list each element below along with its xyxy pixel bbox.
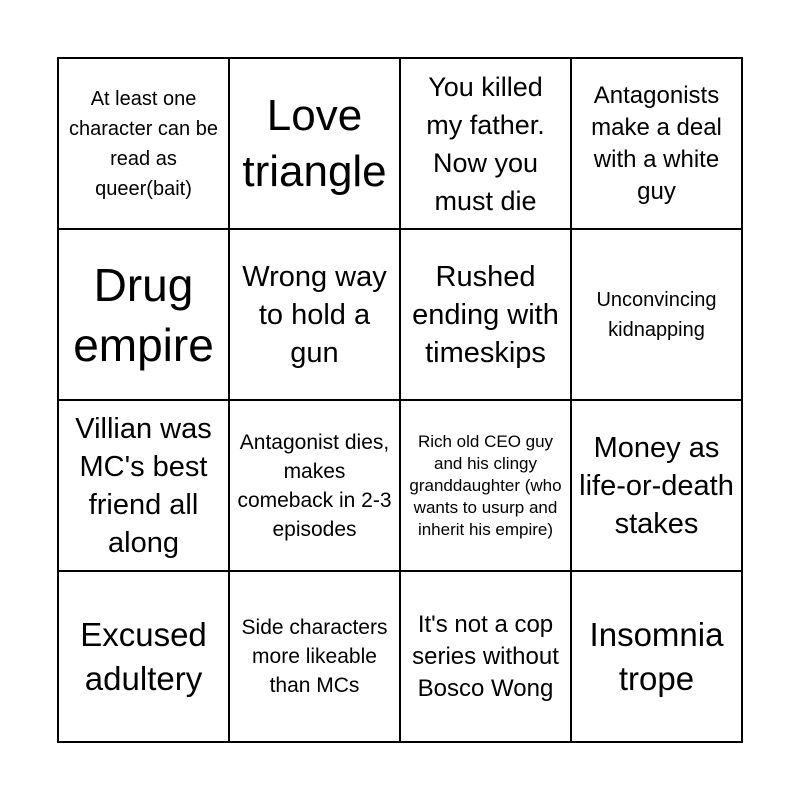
bingo-cell[interactable] [59, 230, 230, 401]
cell-text: It's not a cop series without Bosco Wong [412, 610, 559, 702]
bingo-board [57, 57, 743, 743]
cell-text: Antagonist dies, makes comeback in 2-3 episodes [237, 430, 392, 541]
bingo-cell[interactable] [572, 230, 743, 401]
cell-text: Excused adultery [80, 615, 207, 697]
bingo-cell[interactable] [230, 572, 401, 743]
bingo-cell[interactable] [572, 572, 743, 743]
cell-text: You killed my father. Now you must die [426, 71, 545, 216]
cell-text: Antagonists make a deal with a white guy [591, 81, 722, 205]
bingo-cell[interactable] [401, 59, 572, 230]
bingo-cell[interactable] [401, 572, 572, 743]
bingo-cell[interactable] [572, 401, 743, 572]
bingo-cell[interactable] [572, 59, 743, 230]
bingo-cell[interactable] [401, 230, 572, 401]
bingo-cell[interactable] [230, 59, 401, 230]
cell-text: Side characters more likeable than MCs [241, 616, 388, 697]
bingo-cell[interactable] [230, 401, 401, 572]
bingo-cell[interactable] [59, 572, 230, 743]
cell-text: Love triangle [242, 90, 387, 196]
cell-text: Money as life-or-death stakes [579, 431, 734, 540]
bingo-cell[interactable] [230, 230, 401, 401]
bingo-cell[interactable] [401, 401, 572, 572]
cell-text: Insomnia trope [589, 615, 724, 697]
cell-text: Rich old CEO guy and his clingy granddaughter (who wants to usurp and inherit his empire) [409, 431, 562, 539]
cell-text: Drug empire [73, 258, 214, 371]
bingo-cell[interactable] [59, 59, 230, 230]
cell-text: Unconvincing kidnapping [596, 288, 717, 341]
cell-text: At least one character can be read as queer(bait) [69, 87, 218, 200]
cell-text: Wrong way to hold a gun [242, 260, 387, 369]
cell-text: Villian was MC's best friend all along [75, 412, 212, 559]
bingo-cell[interactable] [59, 401, 230, 572]
cell-text: Rushed ending with timeskips [412, 260, 559, 369]
